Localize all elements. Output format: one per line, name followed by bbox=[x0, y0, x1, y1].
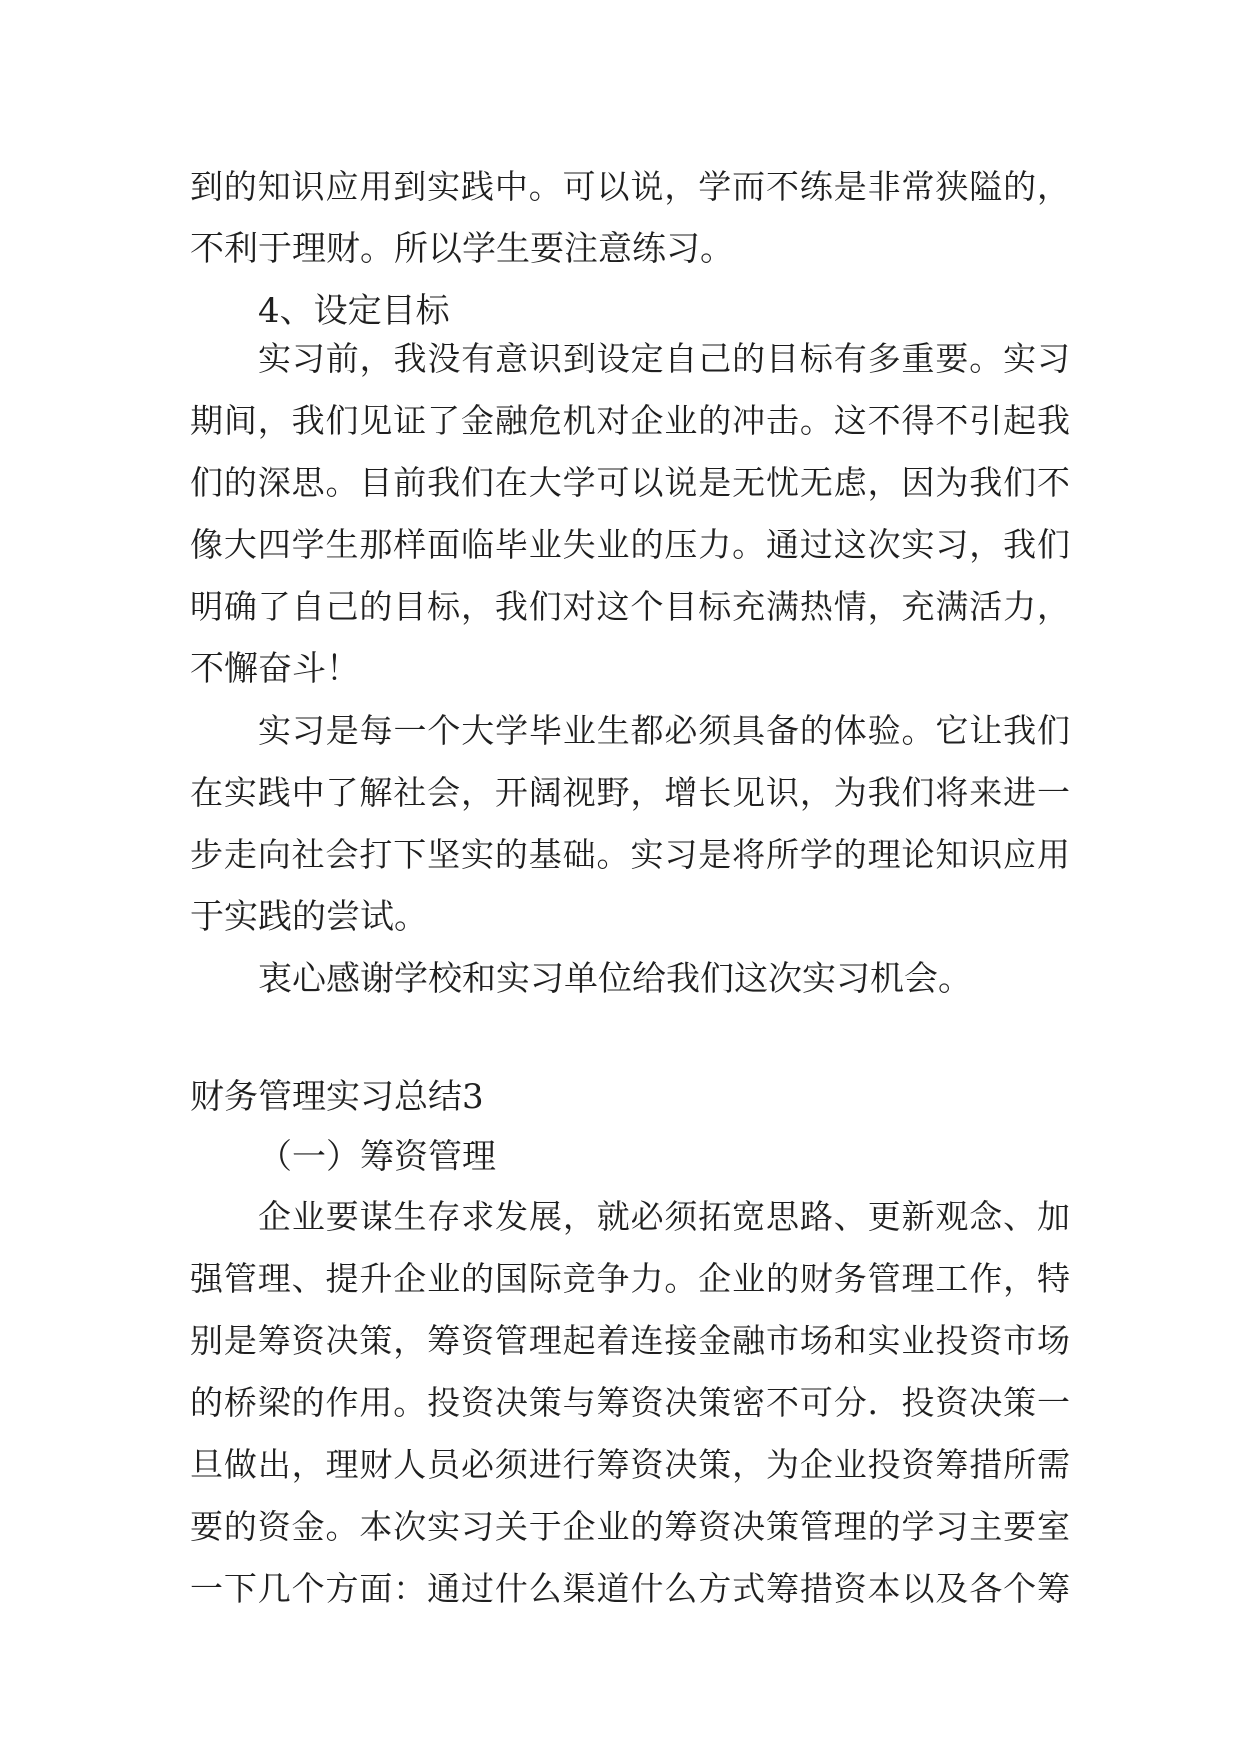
paragraph-line: 步走向社会打下坚实的基础。实习是将所学的理论知识应用 bbox=[190, 835, 1070, 874]
paragraph-line: 别是筹资决策，筹资管理起着连接金融市场和实业投资市场 bbox=[190, 1321, 1070, 1360]
paragraph-line: 到的知识应用到实践中。可以说，学而不练是非常狭隘的， bbox=[190, 167, 1070, 206]
paragraph-line: 不懈奋斗！ bbox=[190, 649, 360, 689]
paragraph-line: 的桥梁的作用。投资决策与筹资决策密不可分．投资决策一 bbox=[190, 1383, 1070, 1422]
section-heading: 4、设定目标 bbox=[258, 291, 450, 331]
paragraph-line: 不利于理财。所以学生要注意练习。 bbox=[190, 229, 734, 269]
section-heading: （一）筹资管理 bbox=[258, 1137, 496, 1177]
paragraph-line: 期间，我们见证了金融危机对企业的冲击。这不得不引起我 bbox=[190, 401, 1070, 440]
paragraph-line: 于实践的尝试。 bbox=[190, 897, 428, 937]
paragraph-line: 强管理、提升企业的国际竞争力。企业的财务管理工作，特 bbox=[190, 1259, 1070, 1298]
paragraph-line: 要的资金。本次实习关于企业的筹资决策管理的学习主要室 bbox=[190, 1507, 1070, 1546]
paragraph-line: 实习前，我没有意识到设定自己的目标有多重要。实习 bbox=[258, 339, 1070, 378]
paragraph-line: 实习是每一个大学毕业生都必须具备的体验。它让我们 bbox=[258, 711, 1070, 750]
paragraph-line: 像大四学生那样面临毕业失业的压力。通过这次实习，我们 bbox=[190, 525, 1070, 564]
paragraph-line: 衷心感谢学校和实习单位给我们这次实习机会。 bbox=[258, 959, 972, 999]
paragraph-line: 在实践中了解社会，开阔视野，增长见识，为我们将来进一 bbox=[190, 773, 1070, 812]
paragraph-line: 企业要谋生存求发展，就必须拓宽思路、更新观念、加 bbox=[258, 1197, 1070, 1236]
paragraph-line: 一下几个方面：通过什么渠道什么方式筹措资本以及各个筹 bbox=[190, 1569, 1070, 1608]
paragraph-line: 旦做出，理财人员必须进行筹资决策，为企业投资筹措所需 bbox=[190, 1445, 1070, 1484]
document-title: 财务管理实习总结3 bbox=[190, 1077, 484, 1117]
paragraph-line: 明确了自己的目标，我们对这个目标充满热情，充满活力， bbox=[190, 587, 1070, 626]
paragraph-line: 们的深思。目前我们在大学可以说是无忧无虑，因为我们不 bbox=[190, 463, 1070, 502]
